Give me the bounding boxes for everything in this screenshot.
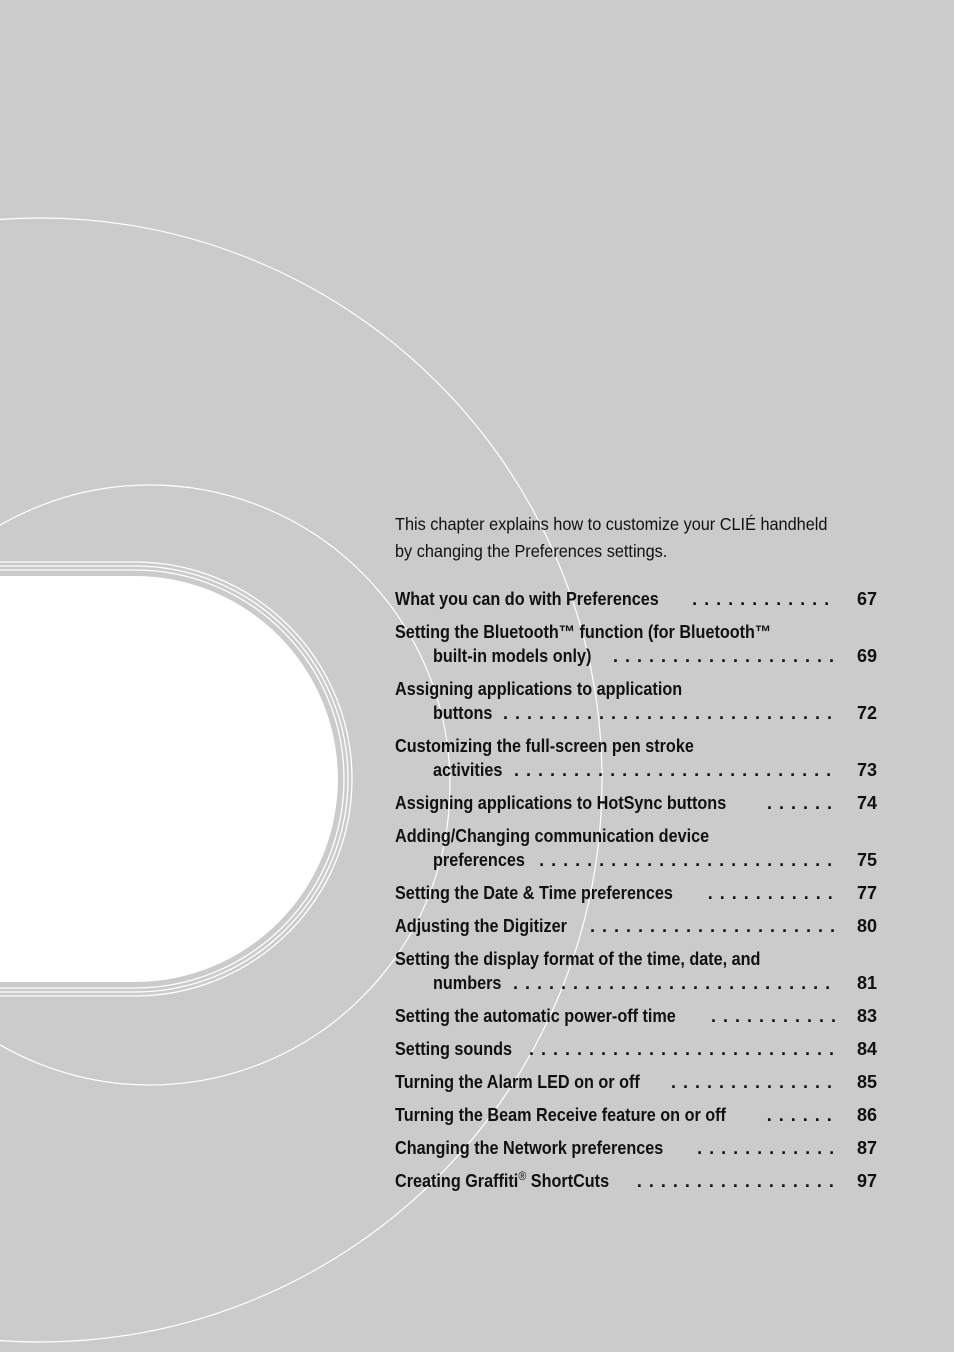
toc-title: Turning the Beam Receive feature on or off xyxy=(395,1105,726,1125)
dot-leader xyxy=(767,1103,837,1127)
toc-entry-communication-device[interactable] xyxy=(395,824,877,872)
chapter-contents xyxy=(395,511,877,1202)
toc-page-number: 83 xyxy=(856,1006,877,1026)
dot-leader xyxy=(767,791,837,815)
dot-leader xyxy=(514,758,837,782)
toc-entry-beam-receive[interactable] xyxy=(395,1103,877,1127)
toc-title: Changing the Network preferences xyxy=(395,1138,664,1158)
toc-entry-digitizer[interactable] xyxy=(395,914,877,938)
dot-leader xyxy=(503,701,837,725)
toc-title: Customizing the full-screen pen stroke xyxy=(395,736,694,756)
toc-page-number: 80 xyxy=(856,916,877,936)
toc-title-continued: numbers xyxy=(433,973,502,993)
toc-title: Setting the Date & Time preferences xyxy=(395,883,673,903)
table-of-contents xyxy=(395,587,877,1193)
dot-leader xyxy=(637,1169,837,1193)
toc-page-number: 69 xyxy=(856,646,877,666)
toc-page-number: 86 xyxy=(856,1105,877,1125)
chapter-tab xyxy=(0,576,338,982)
chapter-tab-outline-3 xyxy=(0,562,352,996)
toc-title: Adjusting the Digitizer xyxy=(395,916,567,936)
dot-leader xyxy=(671,1070,837,1094)
toc-page-number: 85 xyxy=(856,1072,877,1092)
toc-title: Assigning applications to HotSync buttons xyxy=(395,793,727,813)
toc-title: What you can do with Preferences xyxy=(395,589,659,609)
toc-entry-pen-stroke[interactable] xyxy=(395,734,877,782)
toc-title: Setting the Bluetooth™ function (for Bluetooth™ xyxy=(395,622,772,642)
dot-leader xyxy=(613,644,837,668)
toc-entry-bluetooth[interactable] xyxy=(395,620,877,668)
dot-leader xyxy=(513,971,837,995)
chapter-tab-outline-2 xyxy=(0,566,348,992)
dot-leader xyxy=(529,1037,837,1061)
toc-entry-what-you-can-do[interactable] xyxy=(395,587,877,611)
toc-page-number: 97 xyxy=(856,1171,877,1191)
toc-title-part: Creating Graffiti xyxy=(395,1171,519,1191)
toc-entry-network[interactable] xyxy=(395,1136,877,1160)
toc-title-continued: activities xyxy=(433,760,503,780)
toc-page-number: 81 xyxy=(856,973,877,993)
dot-leader xyxy=(692,587,837,611)
toc-page-number: 87 xyxy=(856,1138,877,1158)
toc-title xyxy=(395,1169,609,1193)
toc-title-continued: buttons xyxy=(433,703,493,723)
toc-entry-alarm-led[interactable] xyxy=(395,1070,877,1094)
toc-title-continued: built-in models only) xyxy=(433,646,592,666)
registered-mark: ® xyxy=(518,1169,527,1183)
toc-entry-application-buttons[interactable] xyxy=(395,677,877,725)
toc-entry-hotsync-buttons[interactable] xyxy=(395,791,877,815)
dot-leader xyxy=(697,1136,837,1160)
toc-title: Turning the Alarm LED on or off xyxy=(395,1072,640,1092)
toc-page-number: 84 xyxy=(856,1039,877,1059)
intro-line-1: This chapter explains how to customize your CLIÉ handheld xyxy=(395,514,828,534)
toc-entry-sounds[interactable] xyxy=(395,1037,877,1061)
toc-page-number: 67 xyxy=(856,589,877,609)
toc-title: Adding/Changing communication device xyxy=(395,826,710,846)
toc-title: Assigning applications to application xyxy=(395,679,683,699)
chapter-intro xyxy=(395,511,879,565)
toc-entry-graffiti-shortcuts[interactable] xyxy=(395,1169,877,1193)
toc-entry-display-format[interactable] xyxy=(395,947,877,995)
toc-title: Setting the automatic power-off time xyxy=(395,1006,676,1026)
toc-page-number: 73 xyxy=(856,760,877,780)
toc-page-number: 72 xyxy=(856,703,877,723)
toc-title-part: ShortCuts xyxy=(530,1171,610,1191)
dot-leader xyxy=(708,881,837,905)
toc-title-continued: preferences xyxy=(433,850,525,870)
toc-entry-date-time[interactable] xyxy=(395,881,877,905)
chapter-tab-outline-1 xyxy=(0,570,344,988)
toc-page-number: 77 xyxy=(856,883,877,903)
toc-page-number: 75 xyxy=(856,850,877,870)
dot-leader xyxy=(590,914,837,938)
dot-leader xyxy=(711,1004,837,1028)
middle-arc xyxy=(0,485,450,1085)
toc-entry-power-off[interactable] xyxy=(395,1004,877,1028)
intro-line-2: by changing the Preferences settings. xyxy=(395,541,668,561)
toc-page-number: 74 xyxy=(856,793,877,813)
toc-title: Setting sounds xyxy=(395,1039,512,1059)
toc-title: Setting the display format of the time, date, and xyxy=(395,949,761,969)
dot-leader xyxy=(539,848,837,872)
